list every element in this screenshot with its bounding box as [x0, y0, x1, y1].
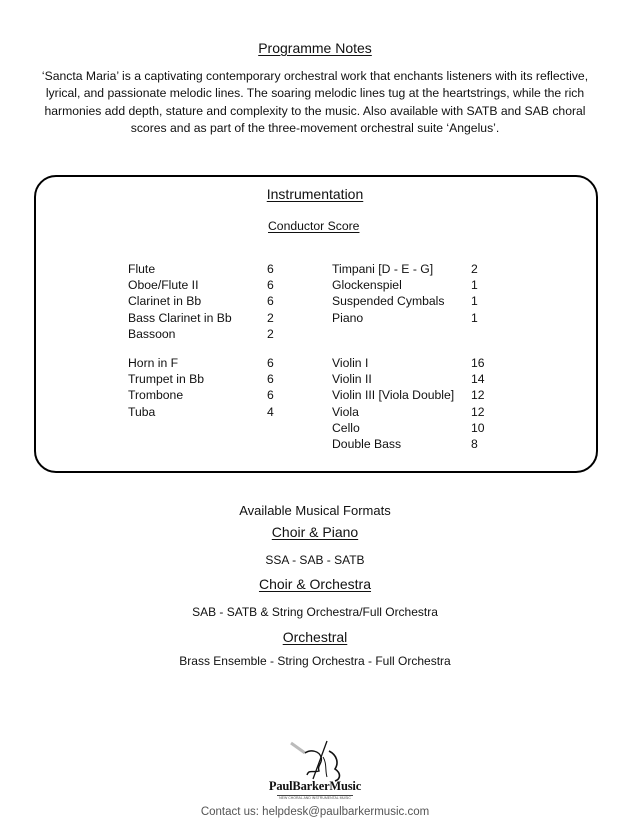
instrument-count: 14	[471, 372, 485, 387]
conductor-score-label: Conductor Score	[268, 219, 360, 233]
instrument-count: 6	[267, 356, 274, 370]
instrument-name: Trombone	[128, 388, 184, 403]
programme-notes-body: ‘Sancta Maria’ is a captivating contemporary orchestral work that enchants listeners with its reflective, lyrical, and passionate melodic lines. The soaring melodic lines tug at the heartstrings, while the rich harmonies add depth, stature and complexity to the music. Also available with SATB and SAB choral scores and as part of the three-movement orchestral suite ‘Angelus’.	[41, 69, 589, 135]
format-heading-orchestral: Orchestral	[282, 629, 348, 645]
instrument-count: 6	[267, 262, 274, 276]
instrument-count: 6	[267, 278, 274, 293]
instrument-name: Flute	[128, 262, 156, 276]
instrument-count: 12	[471, 404, 485, 419]
format-heading-choir-orchestra: Choir & Orchestra	[258, 576, 372, 592]
instrument-count: 1	[471, 294, 478, 309]
instrument-count: 2	[471, 262, 478, 276]
instrument-count: 2	[267, 326, 274, 341]
instrument-name: Horn in F	[128, 356, 179, 370]
instrument-count: 6	[267, 388, 274, 403]
instrument-count: 12	[471, 388, 485, 403]
instrument-name: Tuba	[128, 404, 156, 419]
instrument-name: Suspended Cymbals	[332, 294, 445, 309]
format-detail-orchestral: Brass Ensemble - String Orchestra - Full Orchestra	[179, 654, 451, 668]
contact-info: Contact us: helpdesk@paulbarkermusic.com	[200, 806, 430, 818]
instrument-count: 10	[471, 420, 485, 435]
instrument-name: Viola	[332, 404, 359, 419]
instrument-name: Timpani [D - E - G]	[332, 262, 434, 276]
brand-tagline-text: NEW CHORAL AND INSTRUMENTAL MUSIC	[279, 796, 351, 800]
instrument-name: Trumpet in Bb	[128, 372, 205, 387]
brand-tagline	[0, 795, 630, 800]
format-detail-choir-piano: SSA - SAB - SATB	[265, 553, 365, 567]
instrument-name: Glockenspiel	[332, 278, 402, 293]
programme-notes-title: Programme Notes	[258, 40, 372, 56]
format-detail-choir-orchestra: SAB - SATB & String Orchestra/Full Orchestra	[192, 605, 438, 619]
instrument-name: Piano	[332, 310, 364, 325]
instrument-count: 1	[471, 278, 478, 293]
instrument-count: 4	[267, 404, 274, 419]
instrument-name: Oboe/Flute II	[128, 278, 199, 293]
instrument-name: Violin II	[332, 372, 372, 387]
instrument-count: 8	[471, 437, 478, 451]
instrument-name: Violin I	[332, 356, 369, 370]
instrument-count: 6	[267, 294, 274, 309]
format-heading-choir-piano: Choir & Piano	[271, 524, 359, 540]
instrumentation-title: Instrumentation	[266, 186, 364, 202]
instrument-name: Clarinet in Bb	[128, 294, 202, 309]
instrument-count: 16	[471, 356, 485, 370]
instrument-name: Violin III [Viola Double]	[332, 388, 455, 403]
formats-title: Available Musical Formats	[239, 503, 391, 518]
brand-name: PaulBarkerMusic	[268, 779, 362, 793]
instrument-count: 6	[267, 372, 274, 387]
instrument-count: 1	[471, 310, 478, 325]
instrument-name: Double Bass	[332, 437, 402, 451]
instrument-name: Cello	[332, 420, 360, 435]
instrument-name: Bass Clarinet in Bb	[128, 310, 232, 325]
instrument-count: 2	[267, 310, 274, 325]
instrument-name: Bassoon	[128, 326, 176, 341]
